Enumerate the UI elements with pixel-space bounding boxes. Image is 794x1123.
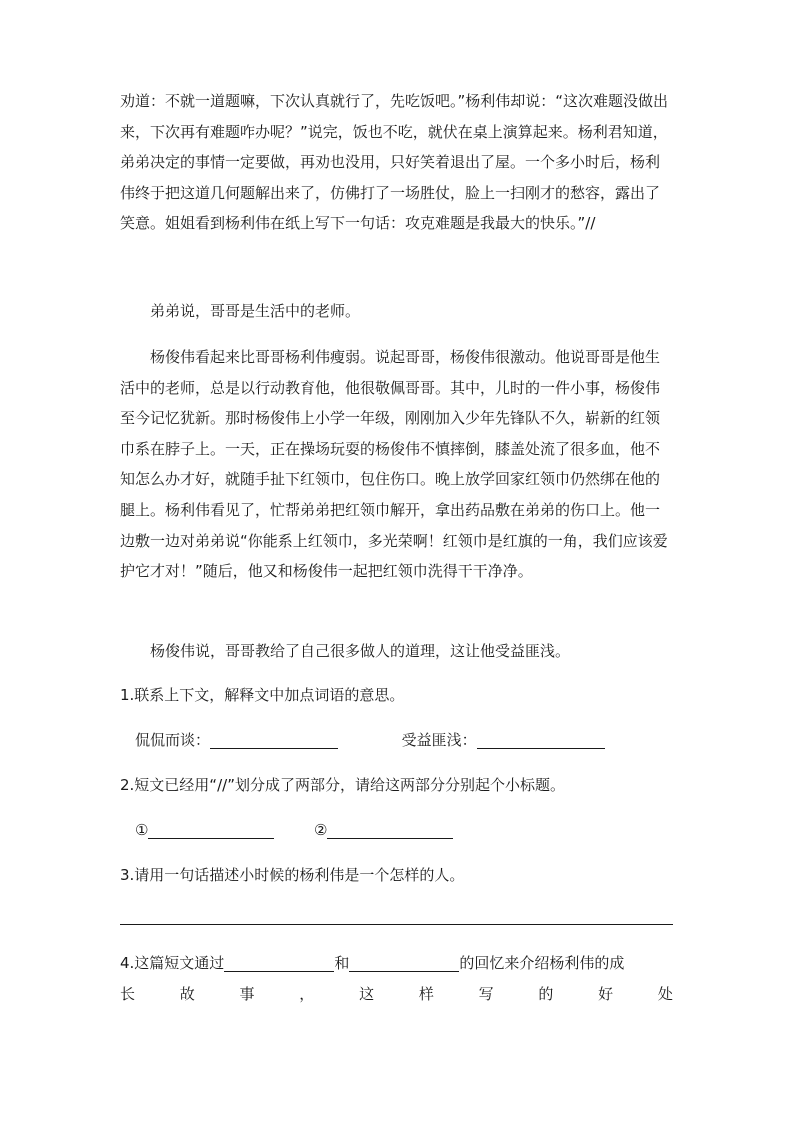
q4-char: 的 [538,985,554,1003]
q4-text-part1: 4.这篇短文通过 [120,954,225,972]
q4-char: 好 [598,985,614,1003]
term-shouyi-label: 受益匪浅： [401,731,477,749]
question-1: 1.联系上下文，解释文中加点词语的意思。 [120,686,405,704]
circled-one-label: ① [135,821,149,839]
q4-char: 处 [657,985,673,1003]
answer-blank-q4-b[interactable] [349,953,459,972]
q4-char: 样 [418,985,434,1003]
answer-blank-q4-a[interactable] [224,953,334,972]
question-2-answers [135,815,453,846]
q4-text-part3: 的回忆来介绍杨利伟的成 [459,954,625,972]
story-paragraph-3: 杨俊伟看起来比哥哥杨利伟瘦弱。说起哥哥，杨俊伟很激动。他说哥哥是他生活中的老师，总是以行动教育他，他很敬佩哥哥。其中，儿时的一件小事，杨俊伟至今记忆犹新。那时杨俊伟上小学一年级，刚刚加入少年先锋队不久，崭新的红领巾系在脖子上。一天，正在操场玩耍的杨俊伟不慎摔倒，膝盖处流了很多血，他不知怎么办才好，就随手扯下红领巾，包住伤口。晚上放学回家红领巾仍然绑在他的腿上。杨利伟看见了，忙帮弟弟把红领巾解开，拿出药品敷在弟弟的伤口上。他一边敷一边对弟弟说“你能系上红领巾，多光荣啊！红领巾是红旗的一角，我们应该爱护它才对！”随后，他又和杨俊伟一起把红领巾洗得干干净净。 [120,348,668,581]
q4-char: ， [299,985,315,1003]
q4-text-part2: 和 [334,954,350,972]
answer-blank-kankan[interactable] [210,730,338,749]
question-3: 3.请用一句话描述小时候的杨利伟是一个怎样的人。 [120,866,465,884]
answer-blank-title-1[interactable] [148,820,274,839]
q4-char: 长 [120,985,136,1003]
answer-line-q3[interactable] [120,924,673,925]
question-1-answers [135,725,605,756]
q4-char: 事 [239,985,255,1003]
story-paragraph-1: 劝道：不就一道题嘛，下次认真就行了，先吃饭吧。”杨利伟却说：“这次难题没做出来，下次再有难题咋办呢？”说完，饭也不吃，就伏在桌上演算起来。杨利君知道，弟弟决定的事情一定要做，再劝也没用，只好笑着退出了屋。一个多小时后，杨利伟终于把这道几何题解出来了，仿佛打了一场胜仗，脸上一扫刚才的愁容，露出了笑意。姐姐看到杨利伟在纸上写下一句话：攻克难题是我最大的快乐。”// [120,92,669,233]
question-4-line-2 [120,979,673,1010]
q4-char: 故 [179,985,195,1003]
question-2: 2.短文已经用“//”划分成了两部分，请给这两部分分别起个小标题。 [120,776,565,794]
q4-char: 写 [478,985,494,1003]
term-kankan-label: 侃侃而谈： [135,731,211,749]
answer-blank-title-2[interactable] [327,820,453,839]
question-4 [120,948,673,979]
story-paragraph-2: 弟弟说，哥哥是生活中的老师。 [150,302,361,320]
answer-blank-shouyi[interactable] [477,730,605,749]
circled-two-label: ② [314,821,328,839]
q4-char: 这 [359,985,375,1003]
story-paragraph-4: 杨俊伟说，哥哥教给了自己很多做人的道理，这让他受益匪浅。 [150,642,571,660]
